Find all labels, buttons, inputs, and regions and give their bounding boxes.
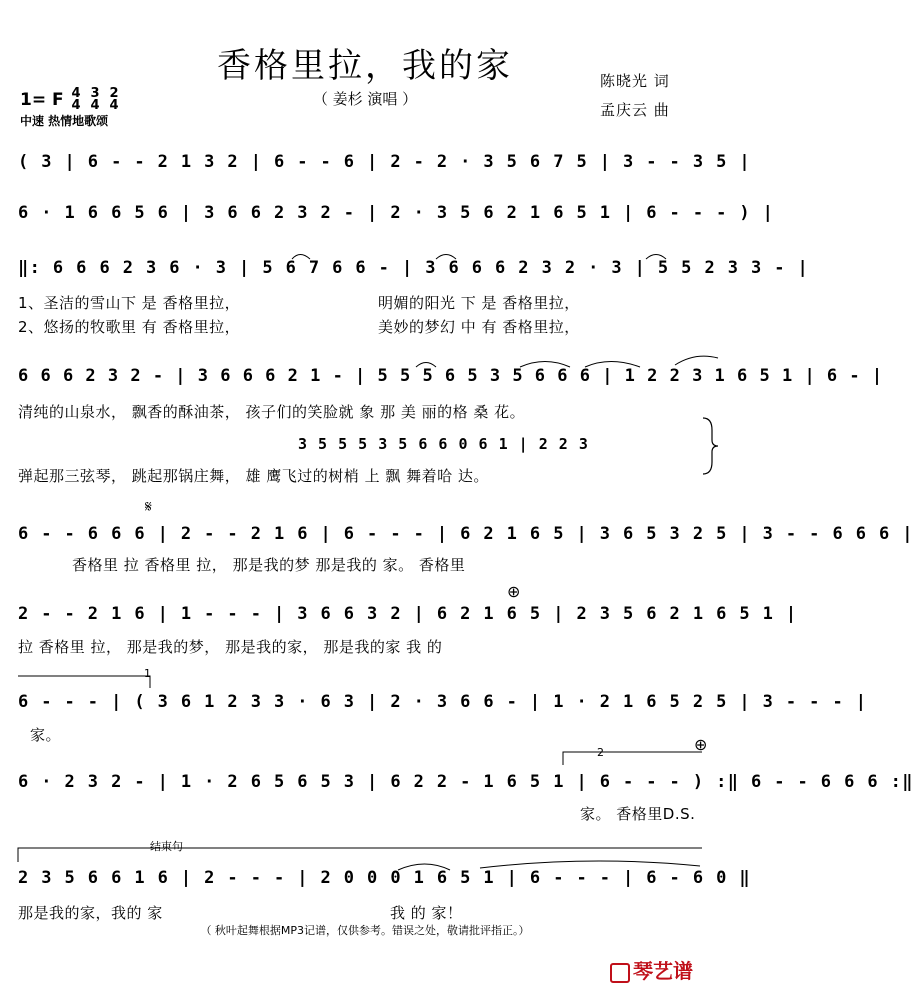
slur [520,362,570,368]
lyric-line-4b: 弹起那三弦琴， 跳起那锅庄舞， 雄 鹰飞过的树梢 上 飘 舞着哈 达。 [18,467,489,485]
score-line-3: ‖: 6 6 6 2 3 6 · 3 | 5 6 7 6 6 - | 3 6 6 6 2 3 2 · 3 | 5 5 2 3 3 - | [18,258,810,278]
tie [675,356,718,365]
slur [292,255,310,260]
slur [398,864,450,870]
coda-icon: ⊕ [507,582,521,601]
tempo-marking: 中速 热情地歌颂 [20,114,109,128]
segno-icon: 𝄋 [145,497,152,516]
score-line-9: 2 3 5 6 6 1 6 | 2 - - - | 2 0 0 0 1 6 5 1 | 6 - - - | 6 - 6 0 ‖ [18,868,751,888]
volta-2-bracket [563,752,702,765]
ending-label: 结束句 [150,840,183,853]
song-title: 香格里拉，我的家 [217,46,513,86]
verse-2-lyric-a: 2、悠扬的牧歌里 有 香格里拉， [18,318,241,336]
slur [416,363,436,368]
lyric-line-5: 香格里 拉 香格里 拉， 那是我的梦 那是我的 家。 香格里 [72,556,466,574]
brand-name: 琴艺谱 [633,959,693,983]
score-line-8: 6 · 2 3 2 - | 1 · 2 6 5 6 5 3 | 6 2 2 - 1 6 5 1 | 6 - - - ) :‖ 6 - - 6 6 6 :‖ [18,772,914,792]
footer-note: （ 秋叶起舞根据MP3记谱，仅供参考。错误之处，敬请批评指正。） [200,924,530,937]
lyric-line-4a: 清纯的山泉水， 飘香的酥油茶， 孩子们的笑脸就 象 那 美 丽的格 桑 花。 [18,403,526,421]
volta-2-label: 2 [597,746,604,759]
meter-1: 4 4 [71,86,81,113]
volta-1-bracket [18,676,150,688]
ending-bracket [18,848,702,862]
score-line-1: ( 3 | 6 - - 2 1 3 2 | 6 - - 6 | 2 - 2 · 3 5 6 7 5 | 3 - - 3 5 | [18,152,751,172]
score-line-5: 6 - - 6 6 6 | 2 - - 2 1 6 | 6 - - - | 6 2 1 6 5 | 3 6 5 3 2 5 | 3 - - 6 6 6 | [18,524,914,544]
lyric-brace [703,418,718,474]
coda-icon-2: ⊕ [694,735,708,754]
score-line-7: 6 - - - | ( 3 6 1 2 3 3 · 6 3 | 2 · 3 6 6 - | 1 · 2 1 6 5 2 5 | 3 - - - | [18,692,868,712]
verse-1-lyric-b: 明媚的阳光 下 是 香格里拉， [378,294,580,312]
meter-3: 2 4 [109,86,119,113]
lyric-line-8: 家。 香格里D.S. [580,805,696,823]
lyric-line-9a: 那是我的家，我的 家 [18,904,163,922]
meter-2: 3 4 [90,86,100,113]
score-line-2: 6 · 1 6 6 5 6 | 3 6 6 2 3 2 - | 2 · 3 5 6 2 1 6 5 1 | 6 - - - ) | [18,203,775,223]
lyric-line-7: 家。 [30,726,62,744]
lyricist-credit: 陈晓光 词 [600,72,670,90]
verse-1-lyric-a: 1、圣洁的雪山下 是 香格里拉， [18,294,241,312]
slur [585,362,640,368]
singer-credit: （ 姜杉 演唱 ） [312,90,418,108]
volta-1-label: 1 [144,667,151,680]
lyric-line-6: 拉 香格里 拉， 那是我的梦， 那是我的家， 那是我的家 我 的 [18,638,443,656]
alt-notes: 3 5 5 5 3 5 6 6 0 6 1 | 2 2 3 [298,435,589,453]
lyric-line-9b: 我 的 家！ [390,904,463,922]
verse-2-lyric-b: 美妙的梦幻 中 有 香格里拉， [378,318,580,336]
tie [480,861,700,868]
slur [646,255,666,260]
score-line-4: 6 6 6 2 3 2 - | 3 6 6 6 2 1 - | 5 5 5 6 5 3 5 6 6 6 | 1 2 2 3 1 6 5 1 | 6 - | [18,366,884,386]
score-line-6: 2 - - 2 1 6 | 1 - - - | 3 6 6 3 2 | 6 2 1 6 5 | 2 3 5 6 2 1 6 5 1 | [18,604,798,624]
key-label: 1= F [20,90,64,110]
slur [436,255,456,260]
composer-credit: 孟庆云 曲 [600,101,670,119]
